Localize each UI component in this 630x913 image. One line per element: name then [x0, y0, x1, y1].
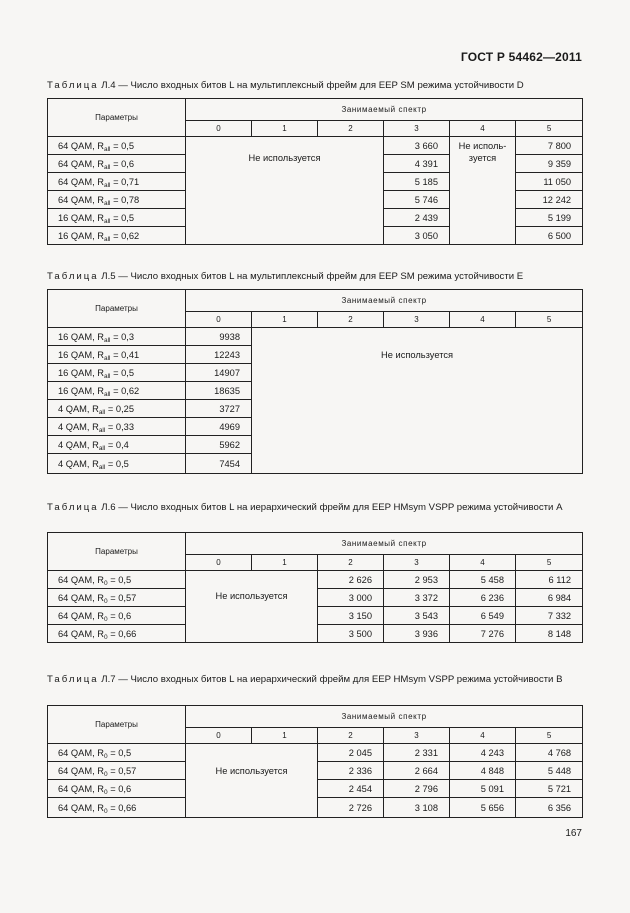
param-cell: 16 QAM, $R_{all} = 0,62$	[48, 382, 186, 400]
value-cell: 5 721	[516, 780, 583, 798]
value-cell: 9938	[186, 328, 252, 346]
table-row	[48, 744, 583, 762]
col-header: 4	[450, 728, 516, 744]
value-cell: 4 243	[450, 744, 516, 762]
value-cell: 2 331	[384, 744, 450, 762]
value-cell: 14907	[186, 364, 252, 382]
col-header: 5	[516, 121, 583, 137]
value-cell: 9 359	[516, 155, 583, 173]
param-cell: 64 QAM, $R_0 = 0,66$	[48, 798, 186, 818]
caption-text: Л.5 — Число входных битов L на мультиплексный фрейм для EEP SM режима устойчивости E	[98, 271, 524, 282]
col-header: 2	[318, 121, 384, 137]
not-used-cell: Не используется	[186, 137, 384, 245]
value-cell: 6 236	[450, 589, 516, 607]
col-header: 0	[186, 312, 252, 328]
col-header: 0	[186, 555, 252, 571]
value-cell: 3 000	[318, 589, 384, 607]
value-cell: 5 091	[450, 780, 516, 798]
param-cell: 64 QAM, $R_0 = 0,66$	[48, 625, 186, 643]
col-header: 2	[318, 555, 384, 571]
caption-text: Л.7 — Число входных битов L на иерархический фрейм для EEP HMsym VSPP режима устойчивости B	[98, 674, 563, 685]
value-cell: 7 800	[516, 137, 583, 155]
params-header: Параметры	[48, 533, 186, 571]
col-header: 0	[186, 728, 252, 744]
value-cell: 3 050	[384, 227, 450, 245]
param-cell: 64 QAM, $R_0 = 0,57$	[48, 762, 186, 780]
value-cell: 3 150	[318, 607, 384, 625]
value-cell: 3 543	[384, 607, 450, 625]
value-cell: 6 112	[516, 571, 583, 589]
page-number: 167	[565, 828, 582, 839]
table-l7	[47, 705, 583, 818]
value-cell: 5 185	[384, 173, 450, 191]
col-header: 1	[252, 728, 318, 744]
value-cell: 7454	[186, 454, 252, 474]
value-cell: 2 664	[384, 762, 450, 780]
value-cell: 5 448	[516, 762, 583, 780]
caption-word-table: Таблица	[47, 674, 99, 685]
param-cell: 64 QAM, $R_{all} = 0,6$	[48, 155, 186, 173]
value-cell: 11 050	[516, 173, 583, 191]
caption-text: Л.6 — Число входных битов L на иерархический фрейм для EEP HMsym VSPP режима устойчивости A	[98, 502, 563, 513]
param-cell: 4 QAM, $R_{all} = 0,4$	[48, 436, 186, 454]
value-cell: 4 391	[384, 155, 450, 173]
value-cell: 4969	[186, 418, 252, 436]
value-cell: 18635	[186, 382, 252, 400]
param-cell: 4 QAM, $R_{all} = 0,5$	[48, 454, 186, 474]
value-cell: 5 656	[450, 798, 516, 818]
value-cell: 7 332	[516, 607, 583, 625]
value-cell: 2 726	[318, 798, 384, 818]
value-cell: 5 746	[384, 191, 450, 209]
param-cell: 64 QAM, $R_{all} = 0,71$	[48, 173, 186, 191]
value-cell: 6 356	[516, 798, 583, 818]
col-header: 2	[318, 728, 384, 744]
standard-code: ГОСТ Р 54462—2011	[460, 50, 582, 64]
value-cell: 2 045	[318, 744, 384, 762]
col-header: 3	[384, 312, 450, 328]
not-used-cell: Не используется	[186, 744, 318, 818]
not-used-cell: Не используется	[252, 328, 583, 474]
col-header: 5	[516, 728, 583, 744]
caption-word-table: Таблица	[47, 80, 99, 91]
params-header: Параметры	[48, 290, 186, 328]
params-header: Параметры	[48, 99, 186, 137]
col-header: 2	[318, 312, 384, 328]
value-cell: 6 984	[516, 589, 583, 607]
value-cell: 2 626	[318, 571, 384, 589]
caption-word-table: Таблица	[47, 271, 99, 282]
spectrum-header: Занимаемый спектр	[186, 706, 583, 728]
table-l6	[47, 532, 583, 643]
value-cell: 2 336	[318, 762, 384, 780]
value-cell: 6 549	[450, 607, 516, 625]
value-cell: 6 500	[516, 227, 583, 245]
param-cell: 64 QAM, $R_0 = 0,5$	[48, 744, 186, 762]
col-header: 4	[450, 312, 516, 328]
param-cell: 64 QAM, $R_0 = 0,5$	[48, 571, 186, 589]
table-row	[48, 137, 583, 155]
value-cell: 2 796	[384, 780, 450, 798]
table-l7-caption	[47, 674, 582, 686]
param-cell: 64 QAM, $R_0 = 0,6$	[48, 607, 186, 625]
value-cell: 2 953	[384, 571, 450, 589]
value-cell: 5 458	[450, 571, 516, 589]
spectrum-header: Занимаемый спектр	[186, 99, 583, 121]
col-header: 1	[252, 121, 318, 137]
spectrum-header: Занимаемый спектр	[186, 290, 583, 312]
value-cell: 2 439	[384, 209, 450, 227]
table-l5-caption	[47, 271, 582, 283]
col-header: 5	[516, 555, 583, 571]
table-row	[48, 571, 583, 589]
param-cell: 16 QAM, $R_{all} = 0,62$	[48, 227, 186, 245]
value-cell: 3727	[186, 400, 252, 418]
col-header: 5	[516, 312, 583, 328]
caption-word-table: Таблица	[47, 502, 99, 513]
not-used-cell: Не используется	[186, 571, 318, 643]
col-header: 1	[252, 555, 318, 571]
value-cell: 2 454	[318, 780, 384, 798]
value-cell: 12 242	[516, 191, 583, 209]
value-cell: 5 199	[516, 209, 583, 227]
param-cell: 16 QAM, $R_{all} = 0,5$	[48, 209, 186, 227]
param-cell: 64 QAM, $R_0 = 0,57$	[48, 589, 186, 607]
table-l5	[47, 289, 583, 474]
value-cell: 3 660	[384, 137, 450, 155]
col-header: 0	[186, 121, 252, 137]
value-cell: 12243	[186, 346, 252, 364]
params-header: Параметры	[48, 706, 186, 744]
col-header: 3	[384, 728, 450, 744]
value-cell: 4 848	[450, 762, 516, 780]
table-l6-caption	[47, 502, 582, 514]
value-cell: 3 936	[384, 625, 450, 643]
param-cell: 16 QAM, $R_{all} = 0,5$	[48, 364, 186, 382]
table-l4-caption	[47, 80, 582, 92]
table-row	[48, 328, 583, 346]
col-header: 1	[252, 312, 318, 328]
spectrum-header: Занимаемый спектр	[186, 533, 583, 555]
param-cell: 16 QAM, $R_{all} = 0,3$	[48, 328, 186, 346]
col-header: 4	[450, 555, 516, 571]
param-cell: 4 QAM, $R_{all} = 0,25$	[48, 400, 186, 418]
value-cell: 3 108	[384, 798, 450, 818]
table-l4	[47, 98, 583, 245]
value-cell: 5962	[186, 436, 252, 454]
not-used-cell: Не исполь- зуется	[450, 137, 516, 245]
param-cell: 64 QAM, $R_0 = 0,6$	[48, 780, 186, 798]
col-header: 4	[450, 121, 516, 137]
value-cell: 7 276	[450, 625, 516, 643]
param-cell: 16 QAM, $R_{all} = 0,41$	[48, 346, 186, 364]
col-header: 3	[384, 121, 450, 137]
param-cell: 64 QAM, $R_{all} = 0,78$	[48, 191, 186, 209]
param-cell: 4 QAM, $R_{all} = 0,33$	[48, 418, 186, 436]
value-cell: 3 500	[318, 625, 384, 643]
value-cell: 3 372	[384, 589, 450, 607]
col-header: 3	[384, 555, 450, 571]
caption-text: Л.4 — Число входных битов L на мультиплексный фрейм для EEP SM режима устойчивости D	[98, 80, 524, 91]
value-cell: 8 148	[516, 625, 583, 643]
value-cell: 4 768	[516, 744, 583, 762]
param-cell: 64 QAM, $R_{all} = 0,5$	[48, 137, 186, 155]
